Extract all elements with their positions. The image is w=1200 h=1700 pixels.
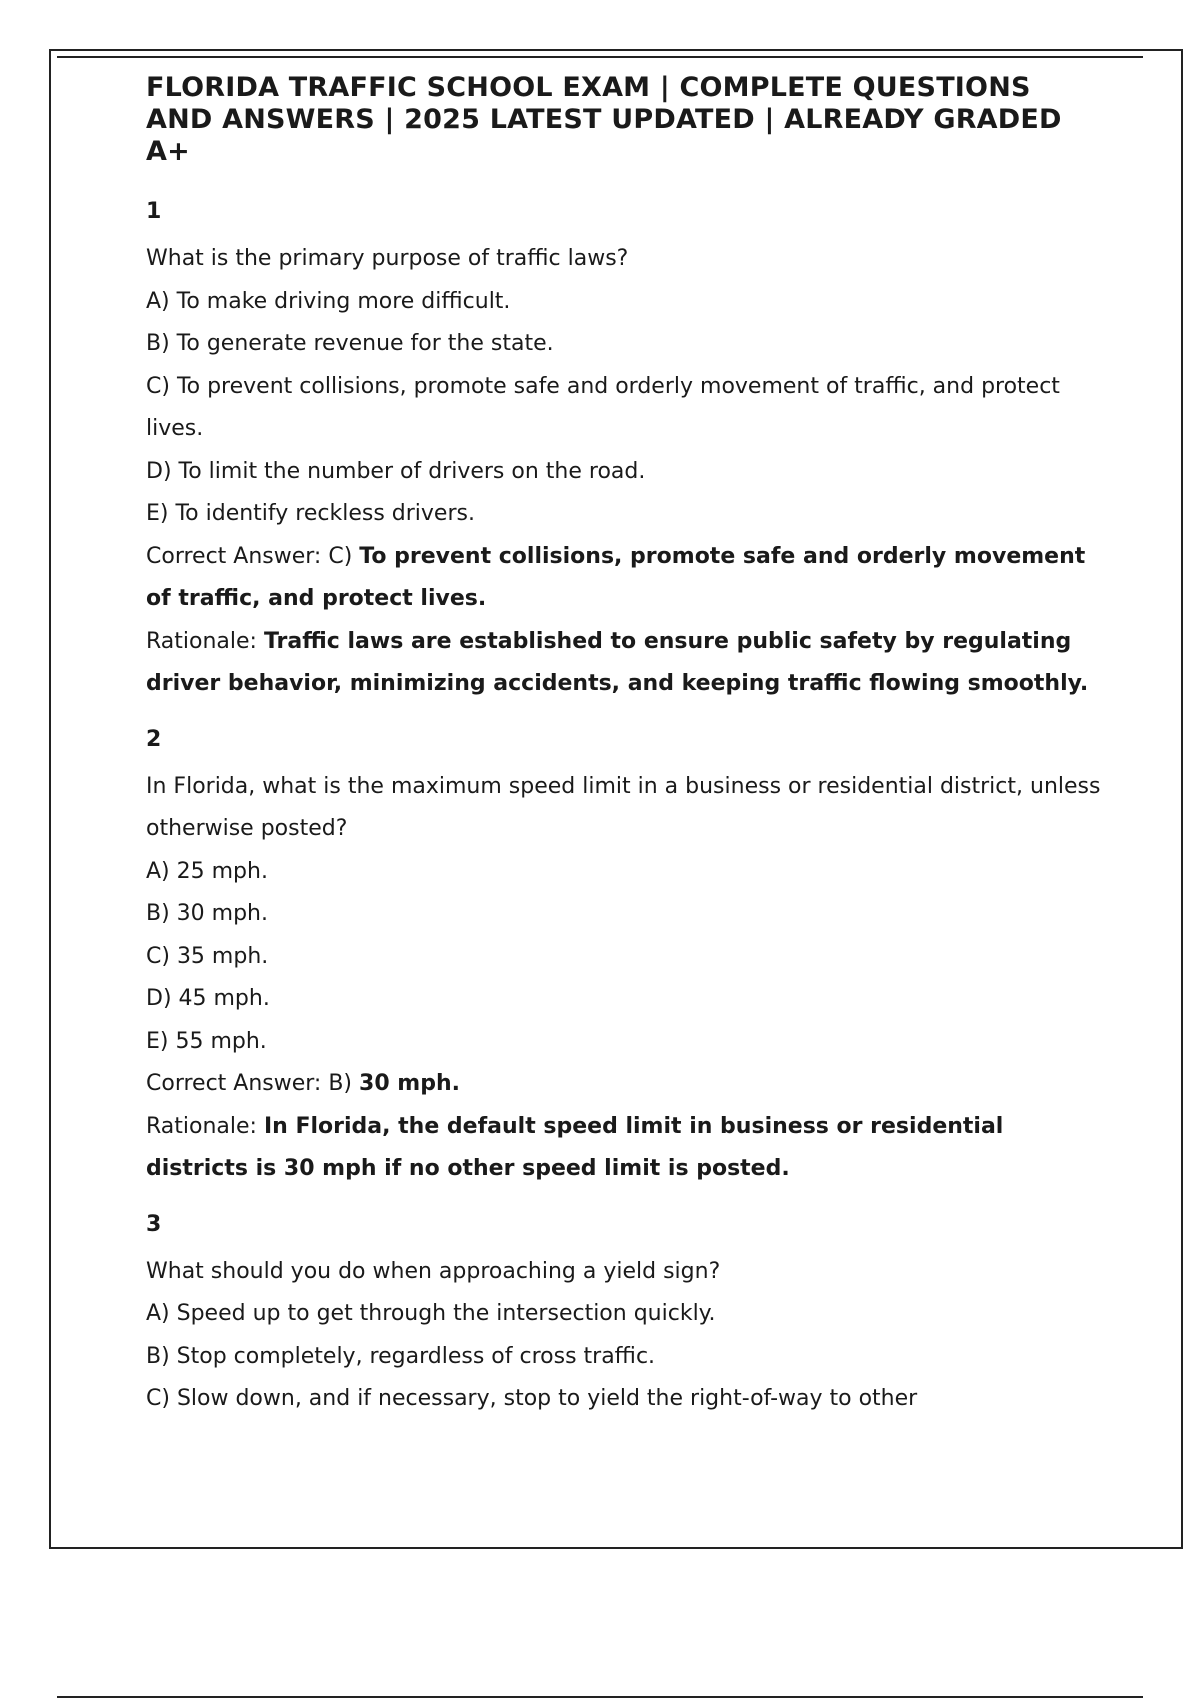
question-text: In Florida, what is the maximum speed limit in a business or residential district, unless otherwise posted? — [146, 773, 1101, 841]
question-block — [146, 1211, 1106, 1421]
answer-option: D) 45 mph. — [146, 986, 270, 1011]
answer-option: C) 35 mph. — [146, 943, 269, 969]
answer-option: A) To make driving more difficult. — [146, 288, 511, 314]
rationale — [146, 1106, 1106, 1191]
bottom-rule — [57, 1696, 1143, 1698]
answer-option: B) Stop completely, regardless of cross traffic. — [146, 1343, 656, 1369]
correct-answer-label: Correct Answer: B) — [146, 1071, 360, 1096]
question-block — [146, 726, 1106, 1191]
question-number: 1 — [146, 199, 162, 224]
question-text: What should you do when approaching a yield sign? — [146, 1258, 721, 1284]
document-body — [146, 72, 1106, 1421]
document-title: FLORIDA TRAFFIC SCHOOL EXAM | COMPLETE QUESTIONS AND ANSWERS | 2025 LATEST UPDATED | ALREADY GRADED A+ — [146, 72, 1062, 167]
question-number: 3 — [146, 1211, 162, 1237]
question-number: 2 — [146, 726, 162, 752]
answer-option: D) To limit the number of drivers on the road. — [146, 458, 646, 484]
answer-option: E) To identify reckless drivers. — [146, 501, 475, 526]
answer-option: B) 30 mph. — [146, 901, 268, 926]
answer-option: E) 55 mph. — [146, 1028, 267, 1054]
answer-option: B) To generate revenue for the state. — [146, 331, 554, 356]
correct-answer — [146, 1063, 1106, 1106]
correct-answer-text: 30 mph. — [359, 1071, 460, 1096]
rationale — [146, 621, 1106, 706]
answer-option: C) To prevent collisions, promote safe and orderly movement of traffic, and protect lives. — [146, 373, 1060, 441]
top-rule — [57, 56, 1143, 58]
rationale-label: Rationale: — [146, 628, 264, 654]
correct-answer-label: Correct Answer: C) — [146, 543, 360, 569]
answer-option: A) Speed up to get through the intersection quickly. — [146, 1301, 716, 1326]
rationale-label: Rationale: — [146, 1113, 264, 1139]
question-block — [146, 198, 1106, 706]
answer-option: C) Slow down, and if necessary, stop to yield the right-of-way to other — [146, 1386, 918, 1411]
question-text: What is the primary purpose of traffic laws? — [146, 246, 629, 271]
answer-option: A) 25 mph. — [146, 858, 268, 884]
correct-answer — [146, 536, 1106, 621]
correct-answer-text: To prevent collisions, promote safe and orderly movement of traffic, and protect lives. — [146, 543, 1086, 611]
rationale-text: In Florida, the default speed limit in business or residential districts is 30 mph if no other speed limit is posted. — [146, 1113, 1004, 1181]
rationale-text: Traffic laws are established to ensure public safety by regulating driver behavior, minimizing accidents, and keeping traffic flowing smoothly. — [146, 628, 1089, 696]
